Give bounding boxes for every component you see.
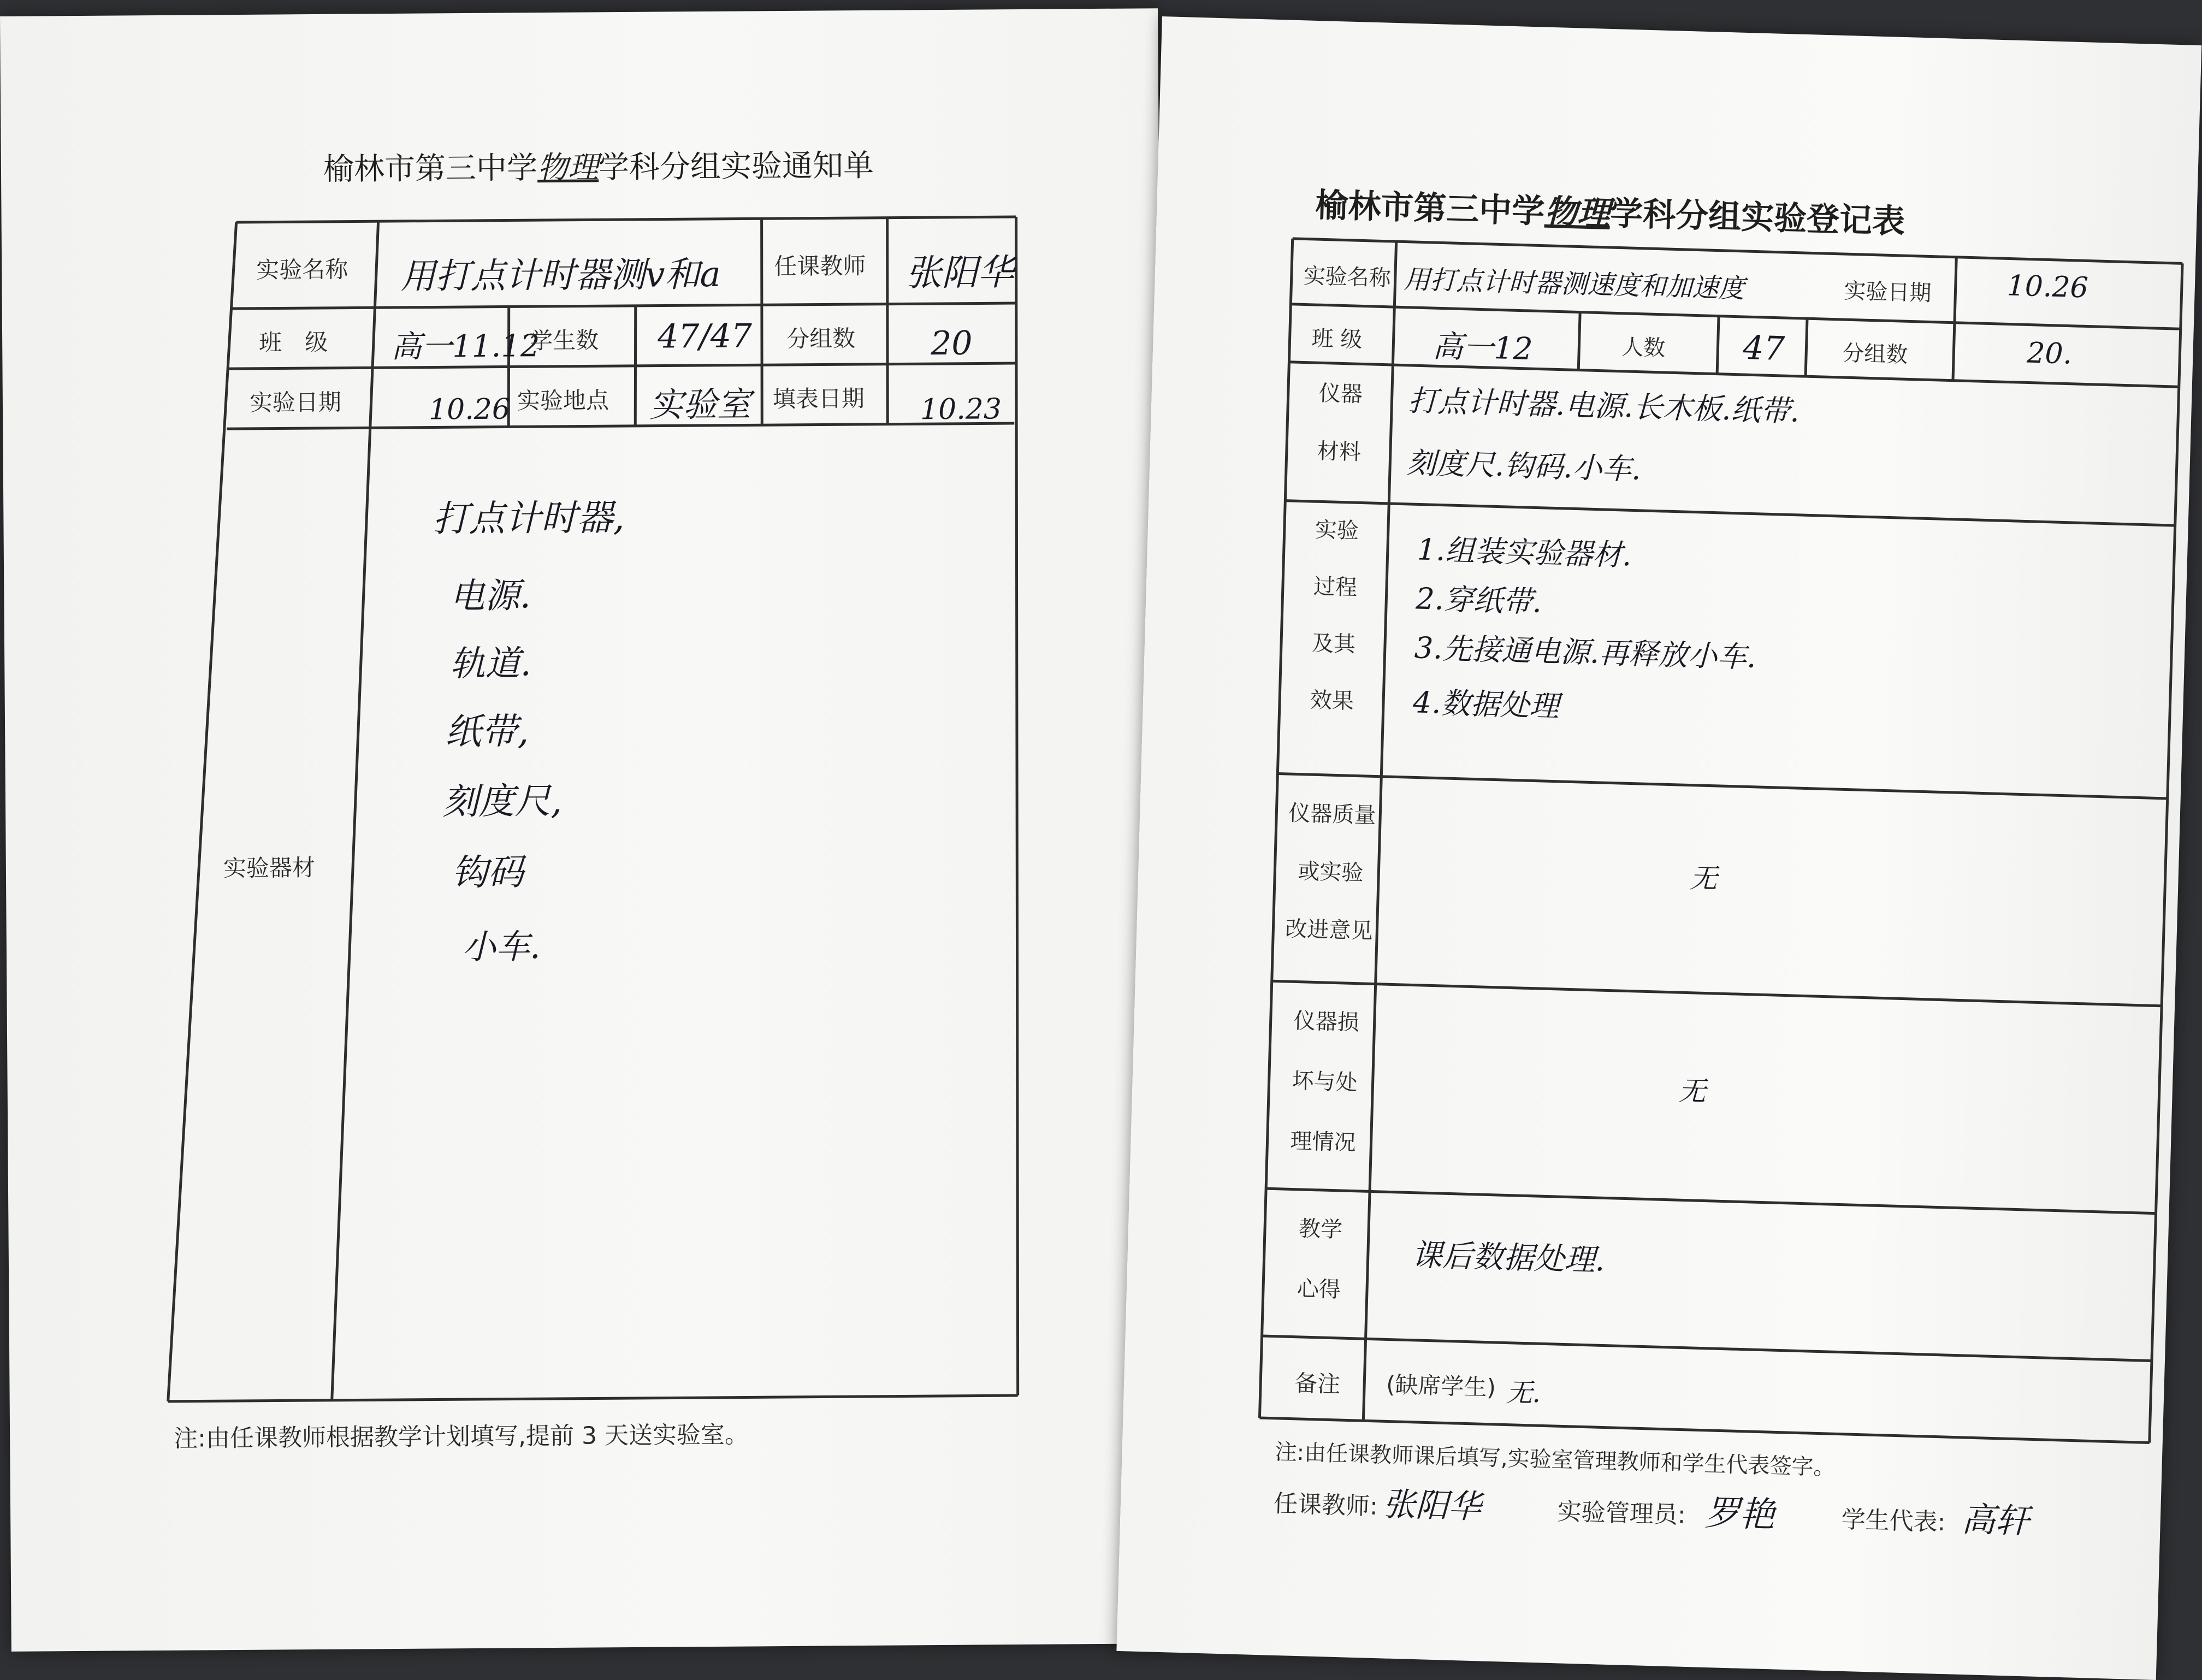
equipment-item: 刻度尺, [442, 779, 563, 823]
notice-value-experiment-date: 10.26 [428, 393, 511, 427]
notice-sheet [0, 8, 1169, 1652]
register-label-quality-3: 改进意见 [1284, 916, 1374, 944]
notice-value-student-count: 47/47 [657, 317, 753, 356]
register-value-headcount: 47 [1742, 328, 1785, 369]
notice-value-experiment-name: 用打点计时器测v和a [400, 254, 721, 297]
notice-title-suffix: 学科分组实验通知单 [598, 147, 874, 186]
register-label-process-3: 及其 [1311, 631, 1356, 658]
register-title-prefix: 榆林市第三中学 [1315, 186, 1546, 231]
register-value-experiment-date: 10.26 [2006, 269, 2089, 305]
notice-label-teacher: 任课教师 [774, 252, 866, 280]
sig-label-student: 学生代表: [1840, 1505, 1946, 1537]
register-title-suffix: 学科分组实验登记表 [1609, 194, 1906, 241]
register-label-process-4: 效果 [1310, 688, 1354, 714]
register-subject: 物理 [1544, 192, 1611, 233]
register-footer-note: 注:由任课教师课后填写,实验室管理教师和学生代表签字。 [1275, 1439, 1836, 1481]
register-label-teaching-2: 心得 [1297, 1276, 1341, 1303]
notice-label-experiment-date: 实验日期 [249, 388, 342, 416]
register-value-quality: 无 [1689, 862, 1718, 895]
notice-value-location: 实验室 [649, 384, 751, 425]
process-step: 3.先接通电源.再释放小车. [1414, 630, 1757, 675]
register-sheet [1116, 16, 2201, 1680]
register-value-experiment-name: 用打点计时器测速度和加速度 [1403, 264, 1745, 304]
sig-label-teacher: 任课教师: [1273, 1489, 1378, 1521]
notice-value-fill-date: 10.23 [920, 393, 1002, 427]
register-label-headcount: 人数 [1621, 334, 1666, 361]
register-value-materials-2: 刻度尺.钩码.小车. [1406, 445, 1642, 487]
register-label-process-2: 过程 [1313, 574, 1358, 601]
equipment-item: 轨道. [450, 643, 531, 685]
register-label-damage-3: 理情况 [1289, 1128, 1357, 1156]
sig-teacher: 张阳华 [1382, 1485, 1482, 1527]
register-label-group-count: 分组数 [1842, 341, 1908, 368]
process-step: 1.组装实验器材. [1417, 532, 1632, 573]
equipment-item: 钩码 [451, 851, 524, 894]
register-value-teaching: 课后数据处理. [1411, 1237, 1606, 1279]
sig-student: 高轩 [1961, 1499, 2030, 1541]
notice-label-fill-date: 填表日期 [772, 384, 865, 413]
register-label-damage-2: 坏与处 [1292, 1068, 1358, 1096]
notice-label-location: 实验地点 [517, 387, 609, 415]
register-label-absent: (缺席学生) [1386, 1371, 1496, 1401]
register-label-quality-1: 仪器质量 [1288, 801, 1376, 829]
register-value-absent: 无. [1506, 1377, 1541, 1409]
register-label-process-1: 实验 [1315, 517, 1359, 544]
register-label-experiment-date: 实验日期 [1843, 279, 1932, 306]
register-label-experiment-name: 实验名称 [1303, 263, 1392, 291]
notice-label-equipment: 实验器材 [223, 854, 316, 882]
process-step: 4.数据处理 [1412, 685, 1560, 724]
notice-value-group-count: 20 [930, 324, 973, 363]
equipment-item: 纸带, [445, 710, 529, 753]
register-value-group-count: 20. [2026, 336, 2073, 371]
sig-label-admin: 实验管理员: [1557, 1498, 1686, 1529]
register-label-materials-2: 材料 [1317, 439, 1362, 465]
sig-admin: 罗艳 [1704, 1493, 1775, 1536]
register-value-materials-1: 打点计时器.电源.长木板.纸带. [1407, 383, 1800, 429]
notice-value-class: 高一11.12 [391, 328, 540, 365]
register-label-class: 班 级 [1311, 326, 1363, 353]
notice-label-experiment-name: 实验名称 [256, 256, 348, 283]
register-label-materials-1: 仪器 [1318, 381, 1363, 407]
notice-label-group-count: 分组数 [786, 325, 856, 352]
notice-title-prefix: 榆林市第三中学 [323, 150, 538, 187]
register-label-damage-1: 仪器损 [1293, 1008, 1360, 1036]
equipment-item: 电源. [449, 576, 531, 617]
notice-subject: 物理 [537, 150, 599, 186]
register-value-damage: 无 [1678, 1075, 1707, 1108]
notice-value-teacher: 张阳华 [905, 251, 1014, 294]
register-value-class: 高一12 [1432, 329, 1534, 368]
register-label-quality-2: 或实验 [1297, 859, 1364, 886]
register-label-remarks: 备注 [1294, 1369, 1341, 1398]
equipment-item: 小车. [461, 926, 541, 967]
equipment-item: 打点计时器, [433, 496, 625, 540]
register-label-teaching-1: 教学 [1298, 1216, 1343, 1243]
process-step: 2.穿纸带. [1415, 581, 1542, 619]
notice-footer-note: 注:由任课教师根据教学计划填写,提前 3 天送实验室。 [174, 1421, 749, 1453]
notice-label-class: 班 级 [259, 328, 328, 356]
notice-label-student-count: 学生数 [529, 327, 599, 354]
